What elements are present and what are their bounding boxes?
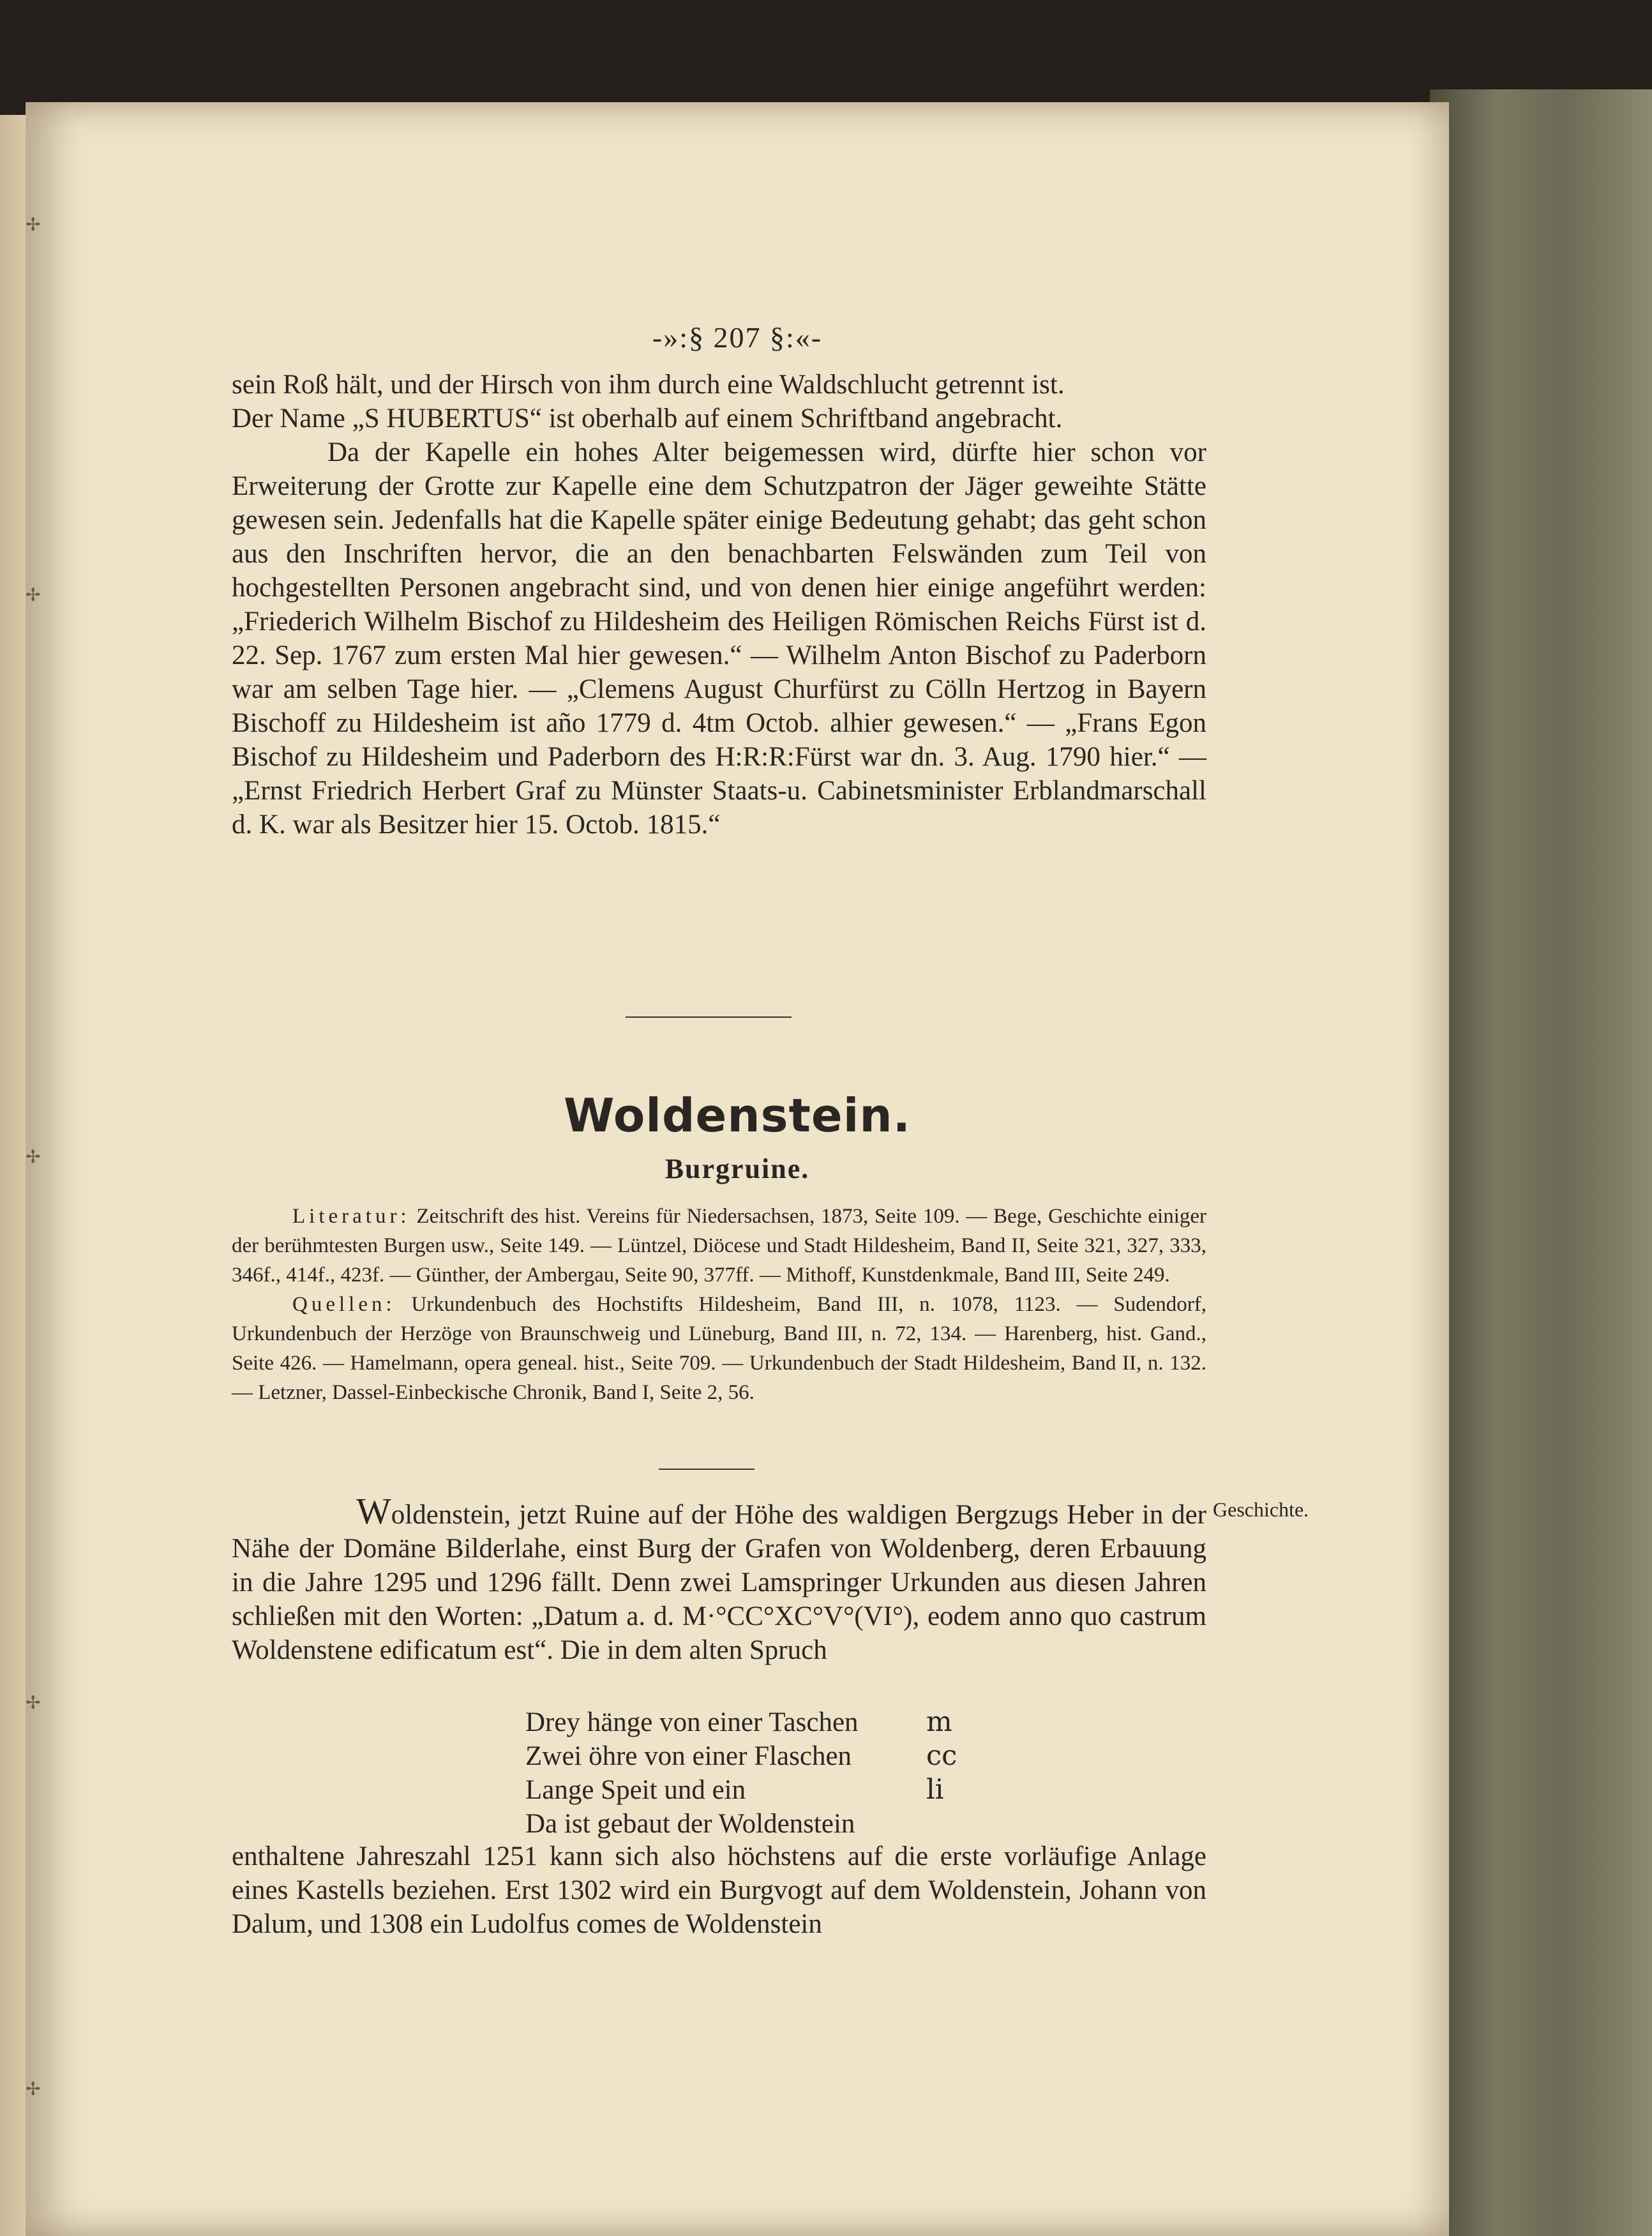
section-title: Woldenstein. bbox=[563, 1089, 912, 1142]
history-text bbox=[232, 1490, 1206, 1667]
literatur-label: Literatur: bbox=[292, 1205, 410, 1228]
intro-paragraph bbox=[232, 368, 1206, 842]
book-cover-edge bbox=[1430, 89, 1652, 2236]
intro-line-2: Der Name „S HUBERTUS“ ist oberhalb auf einem Schriftband angebracht. bbox=[232, 404, 1063, 434]
book-page: ✢ ✢ ✢ ✢ ✢ -»:§ 207 §:«- sein Roß hält, und der Hirsch von ihm durch eine Waldschlucht getrennt ist. Der Name „S HUBERTUS“ ist oberhalb auf einem Schriftband angebracht. Da der Kapelle ein hohes Alter beigemessen wird, dürfte hier schon vor Erweiterung der Grotte zur Kapelle eine dem Schutzpatron der Jäger geweihte Stätte gewesen sein. Jedenfalls hat die Kapelle später einige Bedeutung gehabt; das geht schon aus den Inschriften hervor, die an den benachbarten Felswänden zum Teil von hochgestellten Personen angebracht sind, und von denen hier einige angeführt werden: „Friederich Wilhelm Bischof zu Hildesheim des Heiligen Römischen Reichs Fürst ist d. 22. Sep. 1767 zum ersten Mal hier gewesen.“ — Wilhelm Anton Bischof zu Paderborn war am selben Tage hier. — „Clemens August Churfürst zu Cölln Hertzog in Bayern Bischoff zu Hildesheim ist año 1779 d. 4tm Octob. alhier gewesen.“ — „Frans Egon Bischof zu Hildesheim und Paderborn des H:R:R:Fürst war dn. 3. Aug. 1790 hier.“ — „Ernst Friedrich Herbert Graf zu Münster Staats-u. Cabinetsminister Erblandmarschall d. K. war als Besitzer hier 15. Octob. 1815.“ Woldenstein. Burgruine. Literatur: Zeitschrift des hist. Vereins für Niedersachsen, 1873, Seite 109. — Bege, Geschichte einiger der berühmtesten Burgen usw., Seite 149. — Lüntzel, Diöcese und Stadt Hildesheim, Band II, Seite 321, 327, 333, 346f., 414f., 423f. — Günther, der Ambergau, Seite 90, 377ff. — Mithoff, Kunstdenkmale, Band III, Seite 249. Quellen: Urkundenbuch des Hochstifts Hildesheim, Band III, n. 1078, 1123. — Sudendorf, Urkundenbuch der Herzöge von Braunschweig und Lüneburg, Band III, n. 72, 134. — Harenberg, hist. Gand., Seite 426. — Hamelmann, opera geneal. hist., Seite 709. — Urkundenbuch der Stadt Hildesheim, Band II, n. 132. — Letzner, Dassel-Einbeckische Chronik, Band I, Seite 2, 56. Geschichte. Woldenstein, jetzt Ruine auf der Höhe des waldigen Bergzugs Heber in der Nähe der Domäne Bilderlahe, einst Burg der Grafen von Woldenberg, deren Erbauung in die Jahre 1295 und 1296 fällt. Denn zwei Lamspringer Urkunden aus diesen Jahren schließen mit den Worten: „Datum a. d. M·°CC°XC°V°(VI°), eodem anno quo castrum Woldenstene edificatum est“. Die in dem alten Spruch Drey hänge von einer Taschen m Zwei öhre von einer Flaschen cc Lange Speit und ein li Da ist gebaut der Woldenstein enthaltene Jahreszahl 1251 kann sich also höchstens auf die erste vorläufige Anlage eines Kastells beziehen. Erst 1302 wird ein Burgvogt auf dem Woldenstein, Johann von Dalum, und 1308 ein Ludolfus comes de Woldenstein bbox=[26, 102, 1449, 2236]
quellen-entry bbox=[232, 1290, 1206, 1407]
bibliography-divider bbox=[659, 1469, 755, 1470]
verse-gloss: m bbox=[926, 1706, 952, 1738]
intro-line-1: sein Roß hält, und der Hirsch von ihm durch eine Waldschlucht getrennt ist. bbox=[232, 370, 1065, 400]
literatur-text: Zeitschrift des hist. Vereins für Niedersachsen, 1873, Seite 109. — Bege, Geschichte einiger der berühmtesten Burgen usw., Seite 149. — Lüntzel, Diöcese und Stadt Hildesheim, Band II, Seite 321, 327, 333, 346f., 414f., 423f. — Günther, der Ambergau, Seite 90, 377ff. — Mithoff, Kunstdenkmale, Band III, Seite 249. bbox=[232, 1205, 1206, 1287]
history-body: oldenstein, jetzt Ruine auf der Höhe des waldigen Bergzugs Heber in der Nähe der Domäne Bilderlahe, einst Burg der Grafen von Woldenberg, deren Erbauung in die Jahre 1295 und 1296 fällt. Denn zwei Lamspringer Urkunden aus diesen Jahren schließen mit den Worten: „Datum a. d. M·°CC°XC°V°(VI°), eodem anno quo castrum Woldenstene edificatum est“. Die in dem alten Spruch bbox=[232, 1500, 1206, 1665]
binding-mark: ✢ bbox=[26, 585, 41, 605]
closing-paragraph bbox=[232, 1839, 1206, 1941]
quellen-label: Quellen: bbox=[292, 1293, 396, 1316]
literatur-entry bbox=[232, 1202, 1206, 1290]
binding-mark: ✢ bbox=[26, 1693, 41, 1713]
binding-mark: ✢ bbox=[26, 215, 41, 235]
section-subtitle: Burgruine. bbox=[665, 1153, 810, 1184]
bibliography bbox=[232, 1202, 1206, 1407]
closing-text: enthaltene Jahreszahl 1251 kann sich also höchstens auf die erste vorläufige Anlage eines Kastells beziehen. Erst 1302 wird ein Burgvogt auf dem Woldenstein, Johann von Dalum, und 1308 ein Ludolfus comes de Woldenstein bbox=[232, 1841, 1206, 1939]
page-number: -»:§ 207 §:«- bbox=[652, 321, 823, 354]
binding-mark: ✢ bbox=[26, 1147, 41, 1167]
section-divider bbox=[626, 1016, 792, 1018]
verse-gloss: li bbox=[926, 1774, 944, 1806]
binding-mark: ✢ bbox=[26, 2080, 41, 2099]
quellen-text: Urkundenbuch des Hochstifts Hildesheim, Band III, n. 1078, 1123. — Sudendorf, Urkundenbuch der Herzöge von Braunschweig und Lüneburg, Band III, n. 72, 134. — Harenberg, hist. Gand., Seite 426. — Hamelmann, opera geneal. hist., Seite 709. — Urkundenbuch der Stadt Hildesheim, Band II, n. 132. — Letzner, Dassel-Einbeckische Chronik, Band I, Seite 2, 56. bbox=[232, 1293, 1206, 1404]
chapel-paragraph: Da der Kapelle ein hohes Alter beigemessen wird, dürfte hier schon vor Erweiterung der Grotte zur Kapelle eine dem Schutzpatron der Jäger geweihte Stätte gewesen sein. Jedenfalls hat die Kapelle später einige Bedeutung gehabt; das geht schon aus den Inschriften hervor, die an den benachbarten Felswänden zum Teil von hochgestellten Personen angebracht sind, und von denen hier einige angeführt werden: „Friederich Wilhelm Bischof zu Hildesheim des Heiligen Römischen Reichs Fürst ist d. 22. Sep. 1767 zum ersten Mal hier gewesen.“ — Wilhelm Anton Bischof zu Paderborn war am selben Tage hier. — „Clemens August Churfürst zu Cölln Hertzog in Bayern Bischoff zu Hildesheim ist año 1779 d. 4tm Octob. alhier gewesen.“ — „Frans Egon Bischof zu Hildesheim und Paderborn des H:R:R:Fürst war dn. 3. Aug. 1790 hier.“ — „Ernst Friedrich Herbert Graf zu Münster Staats-u. Cabinetsminister Erblandmarschall d. K. war als Besitzer hier 15. Octob. 1815.“ bbox=[232, 437, 1206, 840]
history-paragraph bbox=[232, 1490, 1206, 1667]
verse-gloss: cc bbox=[926, 1740, 957, 1772]
margin-note: Geschichte. bbox=[1213, 1498, 1309, 1521]
drop-initial: W bbox=[356, 1490, 391, 1532]
